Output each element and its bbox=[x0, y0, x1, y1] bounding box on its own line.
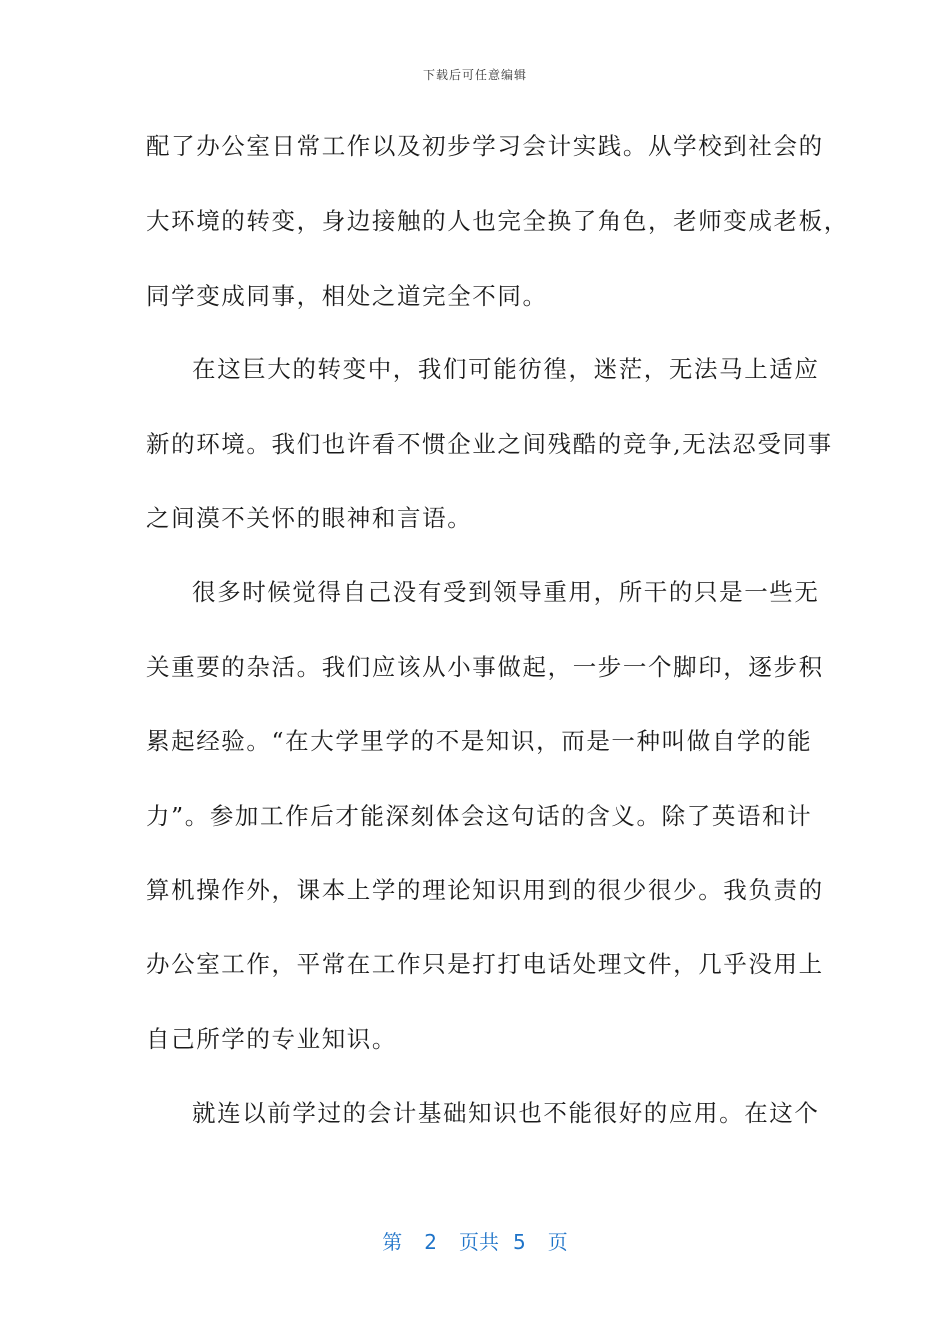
page-label-middle: 页共 bbox=[459, 1230, 499, 1254]
page-label-prefix: 第 bbox=[382, 1230, 403, 1254]
text-line: 大环境的转变，身边接触的人也完全换了角色，老师变成老板， bbox=[146, 207, 849, 235]
text-line: 算机操作外，课本上学的理论知识用到的很少很少。我负责的 bbox=[146, 876, 824, 904]
text-line: 配了办公室日常工作以及初步学习会计实践。从学校到社会的 bbox=[146, 132, 824, 160]
text-line: 力”。参加工作后才能深刻体会这句话的含义。除了英语和计 bbox=[146, 802, 813, 830]
text-line: 关重要的杂活。我们应该从小事做起，一步一个脚印，逐步积 bbox=[146, 653, 824, 681]
page-label-suffix: 页 bbox=[547, 1230, 568, 1254]
page-number-footer bbox=[0, 1226, 950, 1255]
text-line: 新的环境。我们也许看不惯企业之间残酷的竞争,无法忍受同事 bbox=[146, 430, 833, 458]
current-page-number: 2 bbox=[424, 1230, 437, 1254]
text-line: 办公室工作，平常在工作只是打打电话处理文件，几乎没用上 bbox=[146, 950, 824, 978]
text-line: 自己所学的专业知识。 bbox=[146, 1025, 397, 1053]
header-note: 下载后可任意编辑 bbox=[422, 68, 527, 82]
total-pages-number: 5 bbox=[513, 1230, 526, 1254]
paragraph-first-line: 在这巨大的转变中，我们可能彷徨，迷茫，无法马上适应 bbox=[192, 355, 820, 383]
text-line: 累起经验。“在大学里学的不是知识，而是一种叫做自学的能 bbox=[146, 727, 813, 755]
paragraph-first-line: 很多时候觉得自己没有受到领导重用，所干的只是一些无 bbox=[192, 578, 820, 606]
text-line: 同学变成同事，相处之道完全不同。 bbox=[146, 282, 548, 310]
text-line: 之间漠不关怀的眼神和言语。 bbox=[146, 504, 473, 532]
paragraph-first-line: 就连以前学过的会计基础知识也不能很好的应用。在这个 bbox=[192, 1099, 820, 1127]
